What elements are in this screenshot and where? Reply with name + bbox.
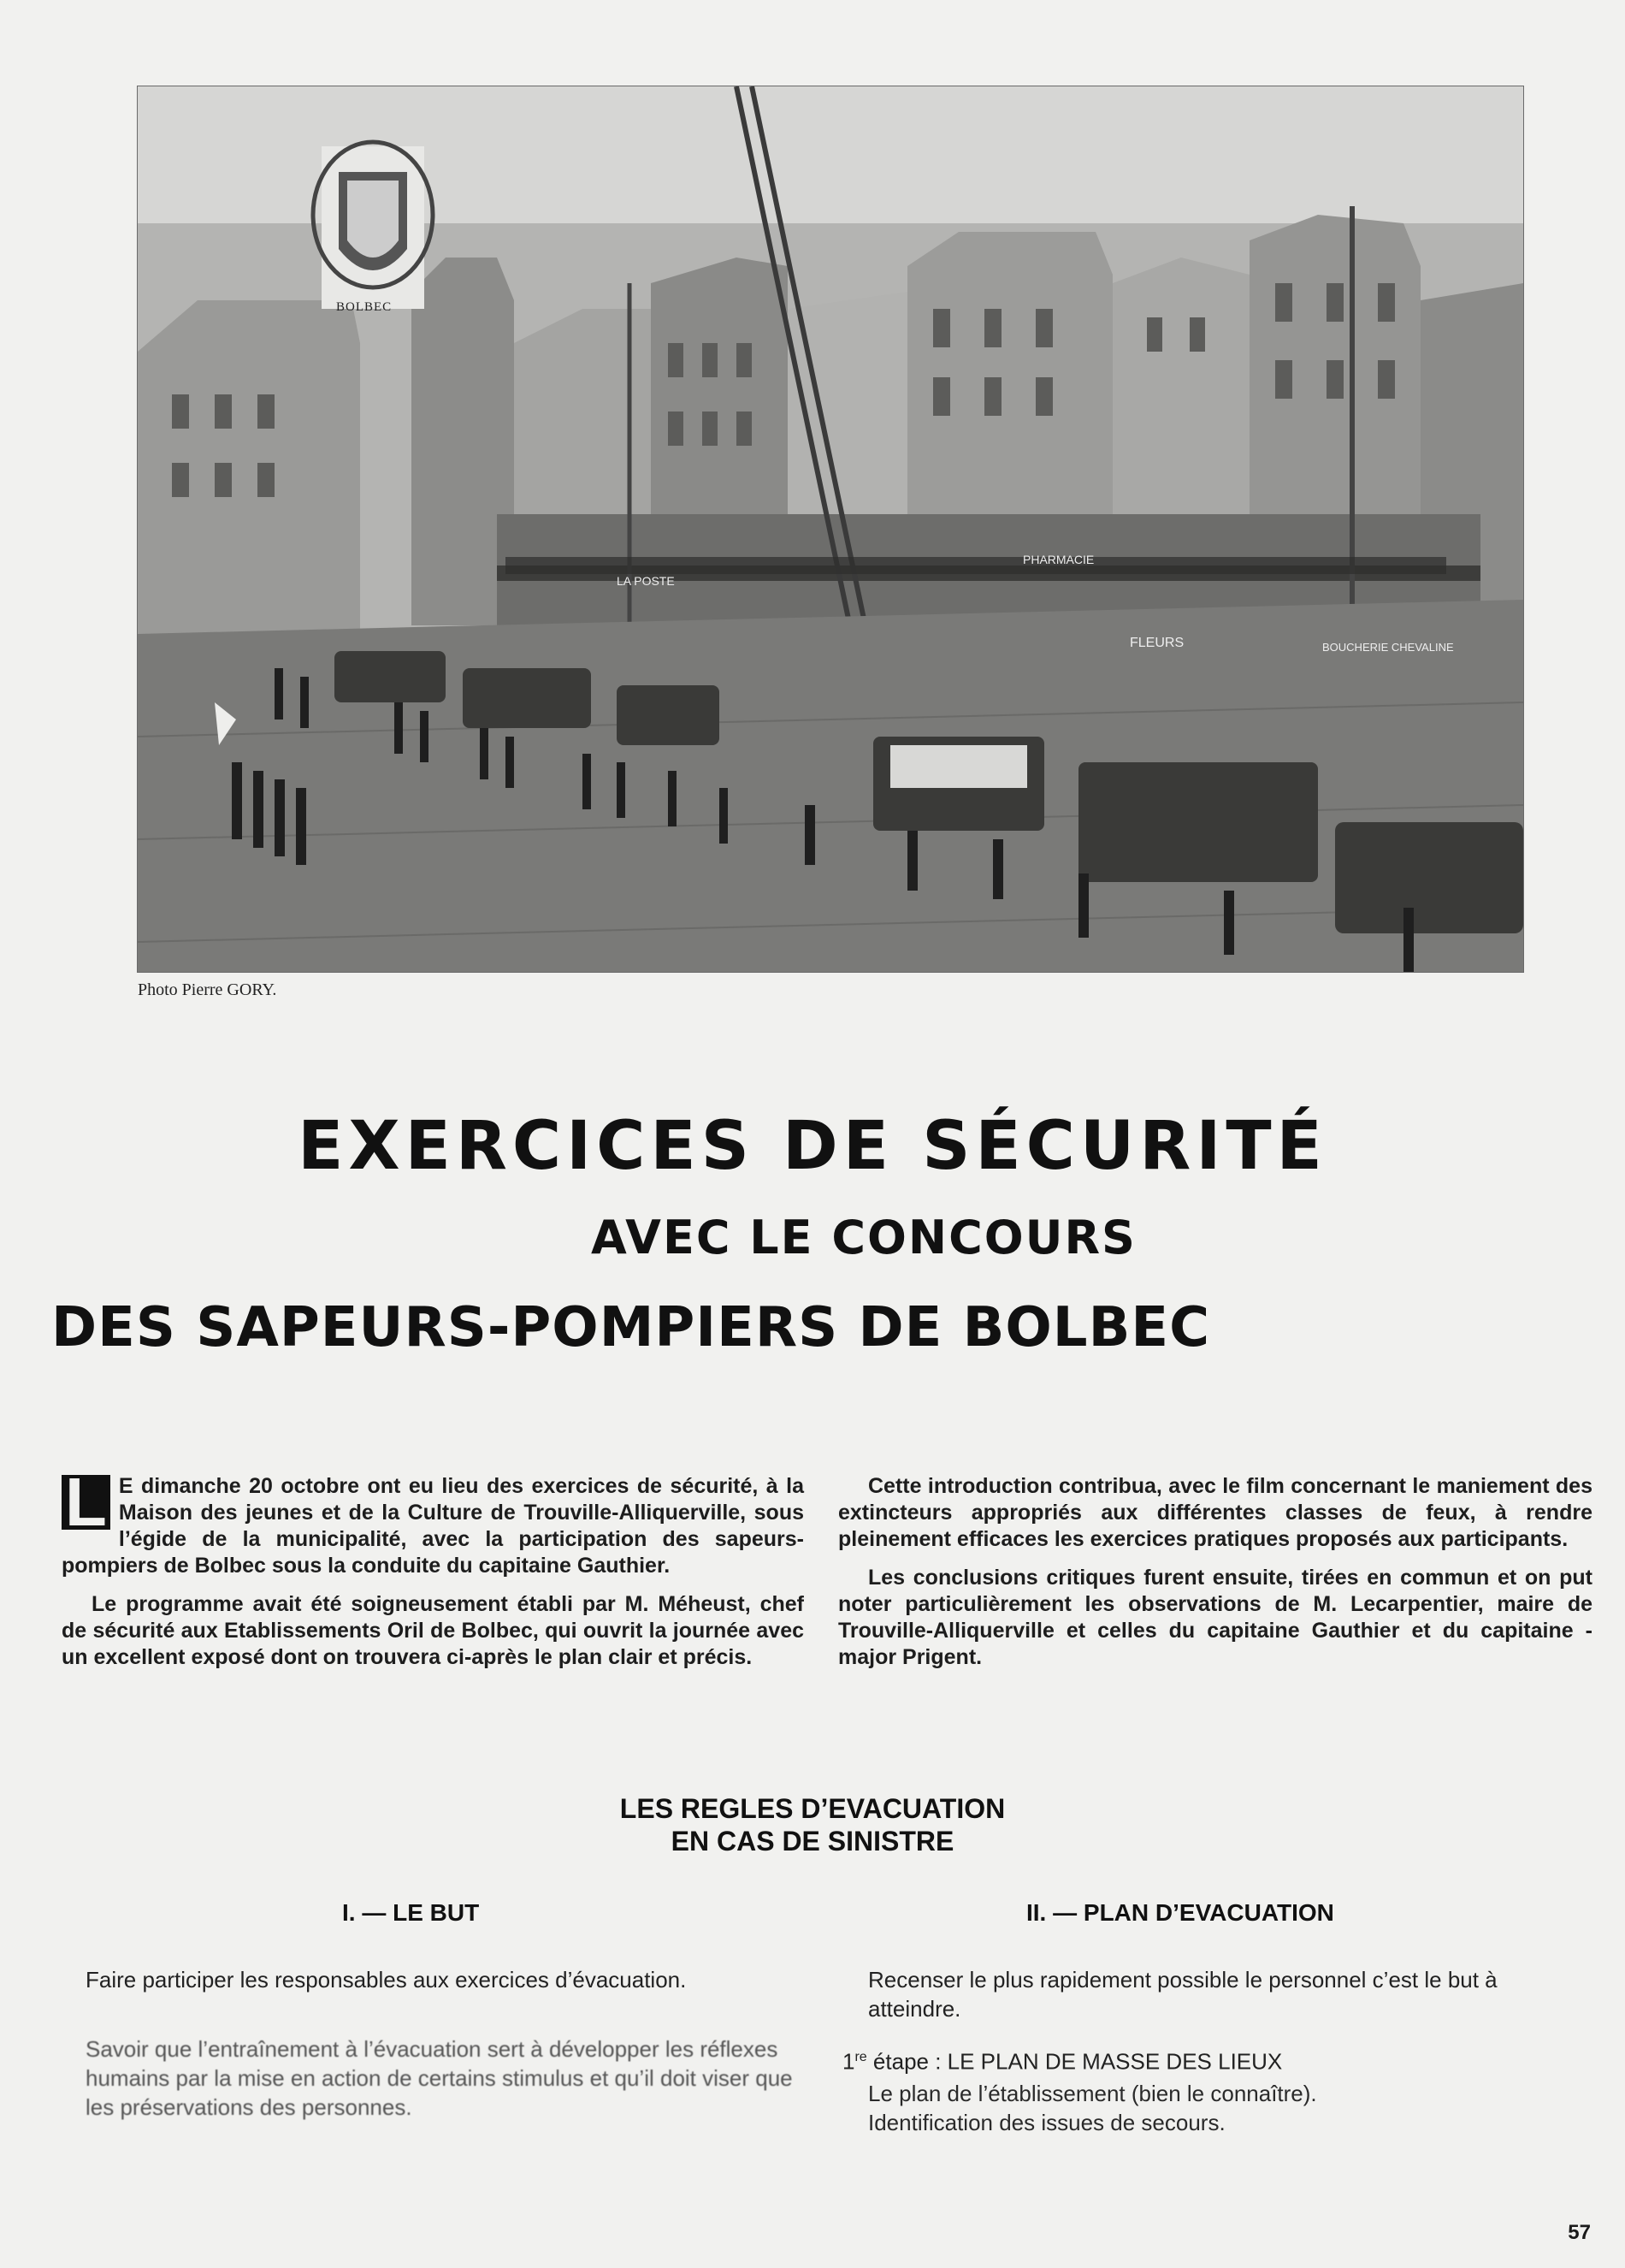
intro-paragraph-1 bbox=[62, 1464, 804, 1579]
etape-line-2: Identification des issues de secours. bbox=[868, 2110, 1226, 2135]
intro-paragraph-4: Les conclusions critiques furent ensuite, tirées en commun et on put noter particulièrement les observations de M. Lecarpentier, maire de Trouville-Alliquerville et celles du capitaine Gauthier et du capitaine - major Prigent. bbox=[838, 1566, 1592, 1669]
crest-icon bbox=[313, 142, 433, 309]
plan-paragraph-1: Recenser le plus rapidement possible le personnel c’est le but à atteindre. bbox=[868, 1967, 1498, 2022]
headline-line-2: AVEC LE CONCOURS bbox=[591, 1211, 1137, 1264]
etape-line-1: Le plan de l’établissement (bien le connaître). bbox=[868, 2081, 1317, 2106]
intro-paragraph-3: Cette introduction contribua, avec le film concernant le maniement des extincteurs appropriés aux différentes classes de feux, à rendre pleinement efficaces les exercices pratiques proposés aux participants. bbox=[838, 1474, 1592, 1551]
crest-caption: BOLBEC bbox=[336, 300, 393, 314]
shop-sign: BOUCHERIE CHEVALINE bbox=[1322, 641, 1454, 654]
photo-credit: Photo Pierre GORY. bbox=[138, 980, 277, 999]
section-title-line-2: EN CAS DE SINISTRE bbox=[671, 1826, 954, 1856]
intro-paragraph-1-text: E dimanche 20 octobre ont eu lieu des exercices de sécurité, à la Maison des jeunes et de la Culture de Trouville-Alliquerville, sous l’égide de la municipalité, avec la participation des sapeurs-pompiers de Bolbec sous la conduite du capitaine Gauthier. bbox=[62, 1474, 804, 1578]
shop-sign: FLEURS bbox=[1130, 636, 1185, 650]
shop-sign: LA POSTE bbox=[617, 574, 675, 588]
photo bbox=[137, 86, 1524, 973]
page-number: 57 bbox=[1568, 2221, 1591, 2244]
le-but-paragraph-1: Faire participer les responsables aux exercices d’évacuation. bbox=[86, 1967, 687, 1993]
intro-paragraph-2: Le programme avait été soigneusement établi par M. Méheust, chef de sécurité aux Etablissements Oril de Bolbec, qui ouvrit la journée avec un excellent exposé dont on trouvera ci-après le plan clair et précis. bbox=[62, 1592, 804, 1669]
headline-line-3: DES SAPEURS-POMPIERS DE BOLBEC bbox=[51, 1296, 1211, 1359]
shop-sign: PHARMACIE bbox=[1023, 553, 1095, 566]
section-title bbox=[0, 1792, 1625, 1857]
intro-right-column bbox=[838, 1473, 1592, 1683]
le-but-paragraph-2: Savoir que l’entraînement à l’évacuation sert à développer les réflexes humains par la mise en action de certains stimulus et qu’il doit viser que les préservations des personnes. bbox=[86, 2036, 793, 2120]
etape-sup: re bbox=[854, 2050, 867, 2064]
intro-left-column bbox=[62, 1464, 804, 1683]
section-title-line-1: LES REGLES D’EVACUATION bbox=[619, 1793, 1006, 1824]
etape-heading bbox=[842, 2043, 1595, 2076]
etape-detail bbox=[868, 2079, 1595, 2137]
subheading-le-but: I. — LE BUT bbox=[342, 1899, 480, 1926]
etape-label: étape : LE PLAN DE MASSE DES LIEUX bbox=[866, 2048, 1283, 2075]
dropcap: L bbox=[62, 1475, 110, 1530]
headline-line-1: EXERCICES DE SÉCURITÉ bbox=[298, 1108, 1327, 1185]
etape-number: 1 bbox=[842, 2048, 855, 2075]
subheading-plan-evacuation: II. — PLAN D’EVACUATION bbox=[1026, 1899, 1334, 1926]
town-square-photo bbox=[138, 86, 1523, 972]
